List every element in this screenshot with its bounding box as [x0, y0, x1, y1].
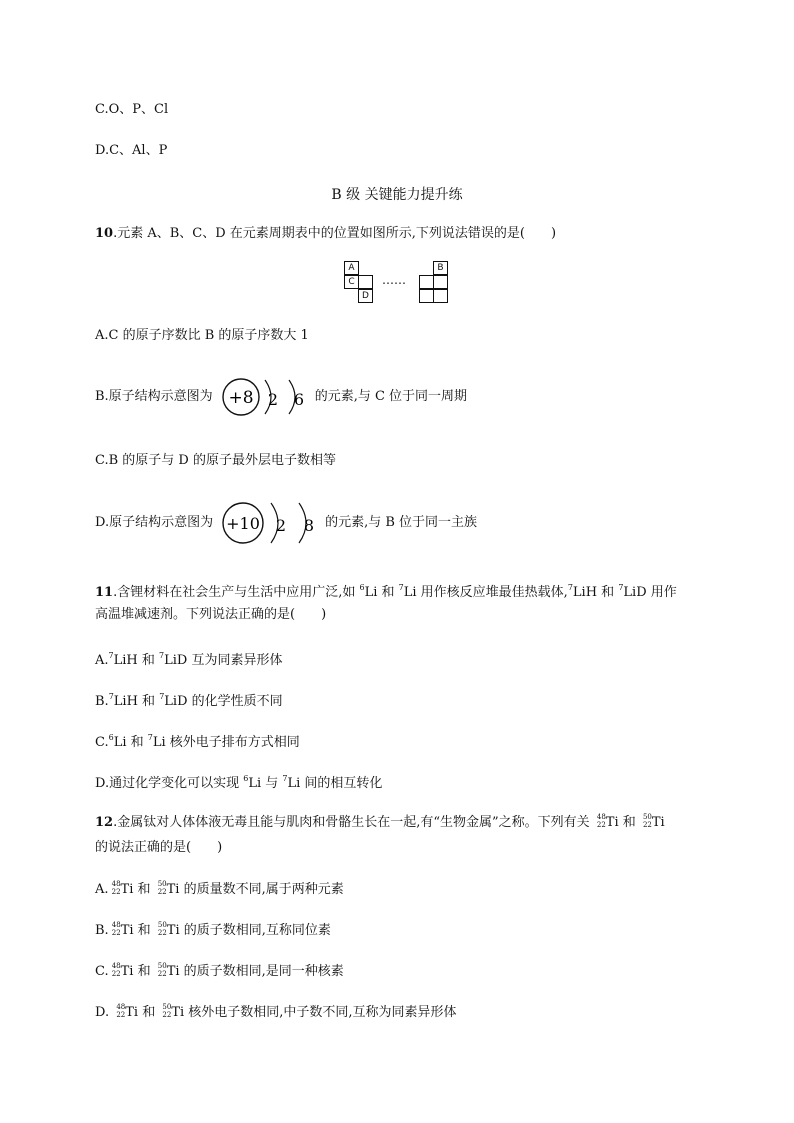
q10-option-a: A.C 的原子序数比 B 的原子序数大 1: [95, 328, 309, 343]
q11-option-a: [95, 647, 282, 670]
stem-text: .元素 A、B、C、D 在元素周期表中的位置如图所示,下列说法错误的是( ): [113, 226, 557, 241]
atom-structure-diagram: [217, 374, 313, 420]
option-text: Ti 的质子数相同,是同一种核素: [166, 964, 344, 979]
stem-text: .金属钛对人体体液无毒且能与肌肉和骨骼生长在一起,有“生物金属”之称。下列有关: [113, 815, 594, 830]
shell-2-electrons: 6: [293, 390, 304, 409]
q12-option-a: [95, 879, 344, 899]
q10-option-d: [95, 498, 477, 548]
mass-number: 6: [359, 583, 365, 592]
q12-option-d: [95, 1002, 457, 1022]
question-number: 10: [95, 226, 114, 241]
mass-number: 7: [282, 774, 288, 783]
option-text: Ti 核外电子数相同,中子数不同,互称为同素异形体: [171, 1005, 457, 1020]
nuclide-notation: 50 22: [162, 1003, 172, 1019]
option-text: Li 与: [248, 776, 283, 791]
mass-number: 6: [108, 733, 114, 742]
nucleus-charge: +10: [226, 514, 260, 533]
option-text: Ti 的质量数不同,属于两种元素: [166, 882, 344, 897]
nuclide-notation: 48 22: [596, 813, 606, 829]
option-text: LiD 互为同素异形体: [164, 653, 283, 668]
mass-number: 7: [147, 733, 153, 742]
nuclide-notation: 48 22: [111, 880, 121, 896]
mass-number: 7: [567, 583, 573, 592]
cell-empty: [419, 289, 434, 303]
stem-text: .含锂材料在社会生产与生活中应用广泛,如: [113, 585, 360, 600]
option-text: Ti 和: [125, 1005, 160, 1020]
ellipsis: ……: [382, 273, 406, 287]
shell-1-electrons: 2: [276, 516, 287, 535]
option-text: Ti 和: [120, 923, 155, 938]
q12-option-b: [95, 920, 331, 940]
mass-number: 7: [159, 651, 165, 660]
question-12-stem-line-1: [95, 812, 665, 832]
mass-number: 7: [108, 692, 114, 701]
option-text: D.通过化学变化可以实现: [95, 776, 244, 791]
q11-option-c: [95, 729, 300, 752]
option-text: Ti 和: [120, 964, 155, 979]
nuclide-notation: 48 22: [111, 962, 121, 978]
option-text: Li 间的相互转化: [287, 776, 383, 791]
option-d-prev: D.C、Al、P: [95, 143, 168, 158]
option-text: D.原子结构示意图为: [95, 515, 214, 530]
nuclide-notation: 50 22: [642, 813, 652, 829]
stem-text: Ti: [651, 815, 665, 830]
nuclide-notation: 50 22: [157, 962, 167, 978]
cell-b: B: [433, 261, 448, 275]
option-text: B.: [95, 923, 109, 938]
mass-number: 7: [398, 583, 404, 592]
option-text: C.: [95, 735, 109, 750]
option-text: C.: [95, 964, 109, 979]
nuclide-notation: 48 22: [111, 921, 121, 937]
cell-empty: [419, 275, 434, 289]
option-text: B.原子结构示意图为: [95, 389, 213, 404]
option-text: A.: [95, 882, 109, 897]
option-text: 的元素,与 B 位于同一主族: [325, 515, 478, 530]
nuclide-notation: 50 22: [157, 880, 167, 896]
option-c-prev: C.O、P、Cl: [95, 102, 169, 117]
shell-2-electrons: 8: [304, 516, 315, 535]
stem-text: Ti 和: [605, 815, 640, 830]
cell-c: C: [344, 275, 359, 289]
option-text: A.: [95, 653, 109, 668]
mass-number: 6: [243, 774, 249, 783]
atom-structure-diagram: [219, 498, 323, 548]
cell-a: A: [344, 261, 359, 275]
question-number: 12: [95, 815, 114, 830]
cell-empty: [358, 275, 373, 289]
option-text: Li 核外电子排布方式相同: [152, 735, 300, 750]
q10-option-c: C.B 的原子与 D 的原子最外层电子数相等: [95, 453, 336, 468]
section-title: B 级 关键能力提升练: [331, 187, 463, 203]
q11-option-d: [95, 770, 382, 793]
nucleus-charge: +8: [228, 388, 254, 408]
question-11-stem-line-1: [95, 579, 677, 602]
stem-text: LiD 用作: [623, 585, 677, 600]
question-10-stem: [95, 225, 556, 243]
mass-number: 7: [108, 651, 114, 660]
option-text: Ti 和: [120, 882, 155, 897]
cell-d: D: [358, 289, 373, 303]
stem-text: LiH 和: [572, 585, 619, 600]
option-text: 的元素,与 C 位于同一周期: [314, 389, 468, 404]
q11-option-b: [95, 688, 283, 711]
cell-empty: [433, 275, 448, 289]
mass-number: 7: [159, 692, 165, 701]
shell-1-electrons: 2: [267, 390, 278, 409]
mass-number: 7: [618, 583, 624, 592]
question-11-stem-line-2: 高温堆减速剂。下列说法正确的是( ): [95, 607, 327, 622]
nuclide-notation: 48 22: [116, 1003, 126, 1019]
stem-text: Li 和: [364, 585, 399, 600]
stem-text: Li 用作核反应堆最佳热载体,: [403, 585, 568, 600]
option-text: B.: [95, 694, 109, 709]
option-text: D.: [95, 1005, 114, 1020]
q12-option-c: [95, 961, 344, 981]
option-text: LiH 和: [113, 694, 160, 709]
q10-option-b: [95, 374, 467, 420]
option-text: LiD 的化学性质不同: [164, 694, 283, 709]
option-text: Li 和: [113, 735, 148, 750]
question-number: 11: [95, 585, 114, 600]
option-text: Ti 的质子数相同,互称同位素: [166, 923, 331, 938]
question-12-stem-line-2: 的说法正确的是( ): [95, 840, 223, 855]
cell-empty: [433, 289, 448, 303]
option-text: LiH 和: [113, 653, 160, 668]
nuclide-notation: 50 22: [157, 921, 167, 937]
